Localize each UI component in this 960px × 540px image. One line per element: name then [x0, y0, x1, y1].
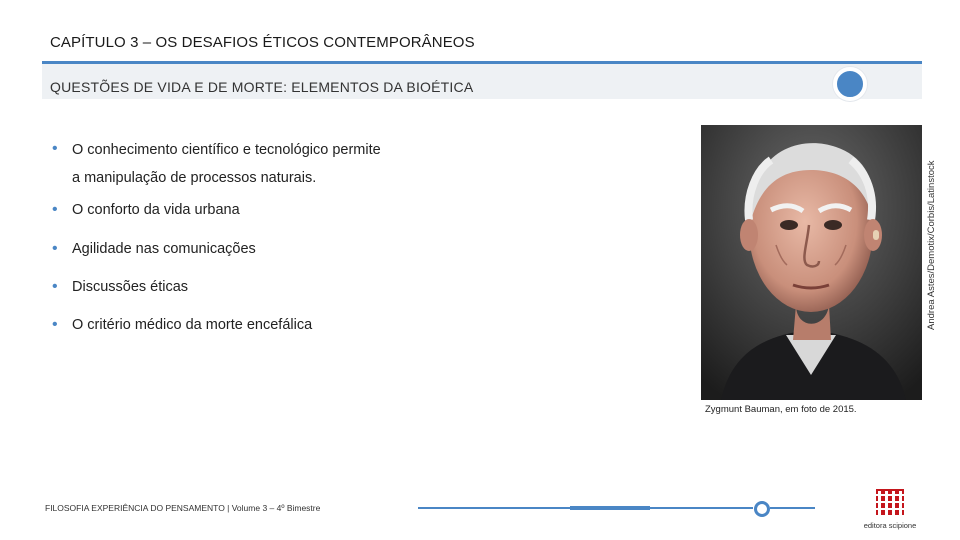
footer-text: FILOSOFIA EXPERIÊNCIA DO PENSAMENTO | Volume 3 – 4º Bimestre	[45, 503, 321, 513]
publisher-logo-icon	[858, 487, 922, 521]
bullet-item	[52, 136, 381, 192]
chapter-title: CAPÍTULO 3 – OS DESAFIOS ÉTICOS CONTEMPORÂNEOS	[50, 34, 475, 51]
bullet-item: • Discussões éticas	[52, 279, 188, 295]
bullet-item: • O critério médico da morte encefálica	[52, 317, 312, 333]
bullet-text-line: a manipulação de processos naturais.	[72, 170, 317, 186]
section-title: QUESTÕES DE VIDA E DE MORTE: ELEMENTOS DA BIOÉTICA	[50, 79, 474, 95]
publisher-name: editora scipione	[863, 521, 917, 530]
bullet-text-line: • O conhecimento científico e tecnológico permite	[72, 142, 381, 158]
footer-line-end	[770, 507, 815, 509]
portrait-illustration	[701, 125, 922, 400]
footer-circle-decoration	[754, 501, 770, 517]
photo-caption: Zygmunt Bauman, em foto de 2015.	[705, 404, 857, 415]
bullet-item: • O conforto da vida urbana	[52, 202, 240, 218]
header-circle-decoration	[833, 67, 867, 101]
publisher-logo	[858, 487, 922, 533]
portrait-photo	[701, 125, 922, 400]
footer-line-accent	[570, 506, 650, 510]
bullet-item: • Agilidade nas comunicações	[52, 241, 256, 257]
photo-credit: Andrea Astes/Demotix/Corbis/Latinstock	[926, 160, 937, 330]
